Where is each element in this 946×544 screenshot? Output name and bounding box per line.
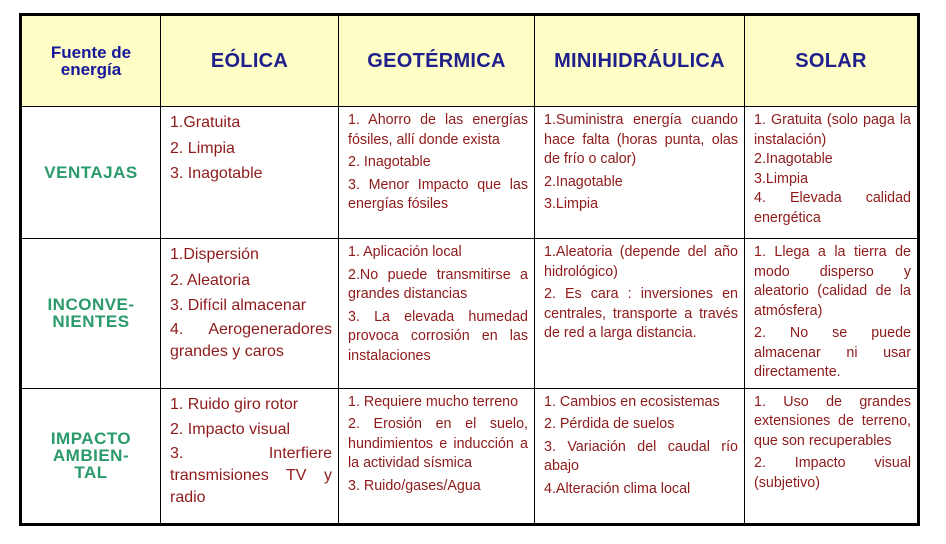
list-item: 2. Es cara : inversiones en centrales, transporte a través de red a larga distancia.	[544, 286, 738, 341]
list-item: 1.Suministra energía cuando hace falta (horas punta, olas de frío o calor)	[544, 112, 738, 167]
energy-comparison-table	[19, 13, 920, 526]
list-item: 3. La elevada humedad provoca corrosión en las instalaciones	[348, 308, 528, 364]
header-row	[21, 15, 919, 107]
cell-minihidraulica-ventajas	[535, 107, 745, 239]
list-item: 2. Limpia	[170, 139, 235, 157]
corner-header	[21, 15, 161, 107]
list-item: 3.Limpia	[544, 196, 599, 212]
list-item: 2.Inagotable	[544, 173, 623, 190]
column-title: EÓLICA	[210, 49, 289, 72]
cell-geotermica-inconvenientes	[339, 239, 535, 389]
list-item: 4. Aerogeneradores grandes y caros	[170, 320, 332, 360]
list-item: 3. Variación del caudal río abajo	[544, 438, 738, 474]
cell-solar-inconvenientes	[745, 239, 919, 389]
list-item: 3. Inagotable	[170, 165, 263, 182]
list-item: 2. Impacto visual	[170, 421, 291, 438]
list-item: 1. Ruido giro rotor	[170, 395, 299, 413]
list-item: 2. Aleatoria	[170, 271, 251, 289]
list-item: 3. Difícil almacenar	[170, 297, 307, 314]
list-item: 1. Aplicación local	[348, 244, 462, 260]
row-inconvenientes	[21, 239, 919, 389]
list-item: 1.Aleatoria (depende del año hidrológico)	[544, 244, 738, 280]
list-item: 3. Interfiere transmisiones TV y radio	[170, 444, 332, 506]
column-title: MINIHIDRÁULICA	[554, 49, 725, 72]
cell-minihidraulica-impacto	[535, 388, 745, 524]
list-item: 3.Limpia	[754, 170, 809, 187]
column-title: GEOTÉRMICA	[367, 49, 506, 72]
column-title: SOLAR	[795, 49, 867, 72]
column-header-minihidraulica	[535, 15, 745, 107]
list-item: 2. Pérdida de suelos	[544, 416, 675, 432]
list-item: 2. Erosión en el suelo, hundimientos e inducción a la actividad sísmica	[348, 416, 528, 471]
column-header-eolica	[161, 15, 339, 107]
list-item: 1. Llega a la tierra de modo disperso y aleatorio (calidad de la atmósfera)	[754, 244, 911, 319]
list-item: 1.Dispersión	[170, 246, 259, 263]
row-label: VENTAJAS	[44, 163, 138, 182]
list-item: 2. Inagotable	[348, 154, 431, 170]
list-item: 1. Requiere mucho terreno	[348, 393, 519, 410]
row-ventajas	[21, 107, 919, 239]
row-label-cell	[21, 239, 161, 389]
list-item: 3. Ruido/gases/Agua	[348, 477, 481, 494]
list-item: 1.Gratuita	[170, 114, 241, 131]
row-label-cell	[21, 107, 161, 239]
cell-eolica-inconvenientes	[161, 239, 339, 389]
cell-eolica-impacto	[161, 388, 339, 524]
list-item: 2. Impacto visual (subjetivo)	[754, 455, 911, 491]
cell-solar-ventajas	[745, 107, 919, 239]
list-item: 3. Menor Impacto que las energías fósiles	[348, 176, 528, 212]
corner-label: Fuente de energía	[50, 43, 132, 79]
column-header-geotermica	[339, 15, 535, 107]
row-label-cell	[21, 388, 161, 524]
cell-geotermica-ventajas	[339, 107, 535, 239]
row-label: INCONVE- NIENTES	[47, 295, 135, 332]
list-item: 2. No se puede almacenar ni usar directamente.	[754, 325, 911, 380]
row-label: IMPACTO AMBIEN- TAL	[50, 429, 132, 482]
list-item: 1. Uso de grandes extensiones de terreno, que son recuperables	[754, 393, 911, 449]
list-item: 1. Gratuita (solo paga la instalación)	[754, 112, 911, 148]
list-item: 2.Inagotable	[754, 151, 833, 167]
list-item: 1. Cambios en ecosistemas	[544, 393, 720, 410]
list-item: 2.No puede transmitirse a grandes distancias	[348, 266, 528, 302]
column-header-solar	[745, 15, 919, 107]
cell-geotermica-impacto	[339, 388, 535, 524]
list-item: 4. Elevada calidad energética	[754, 190, 911, 226]
cell-minihidraulica-inconvenientes	[535, 239, 745, 389]
list-item: 1. Ahorro de las energías fósiles, allí donde exista	[348, 112, 528, 148]
row-impacto-ambiental	[21, 388, 919, 524]
cell-eolica-ventajas	[161, 107, 339, 239]
list-item: 4.Alteración clima local	[544, 480, 691, 497]
cell-solar-impacto	[745, 388, 919, 524]
